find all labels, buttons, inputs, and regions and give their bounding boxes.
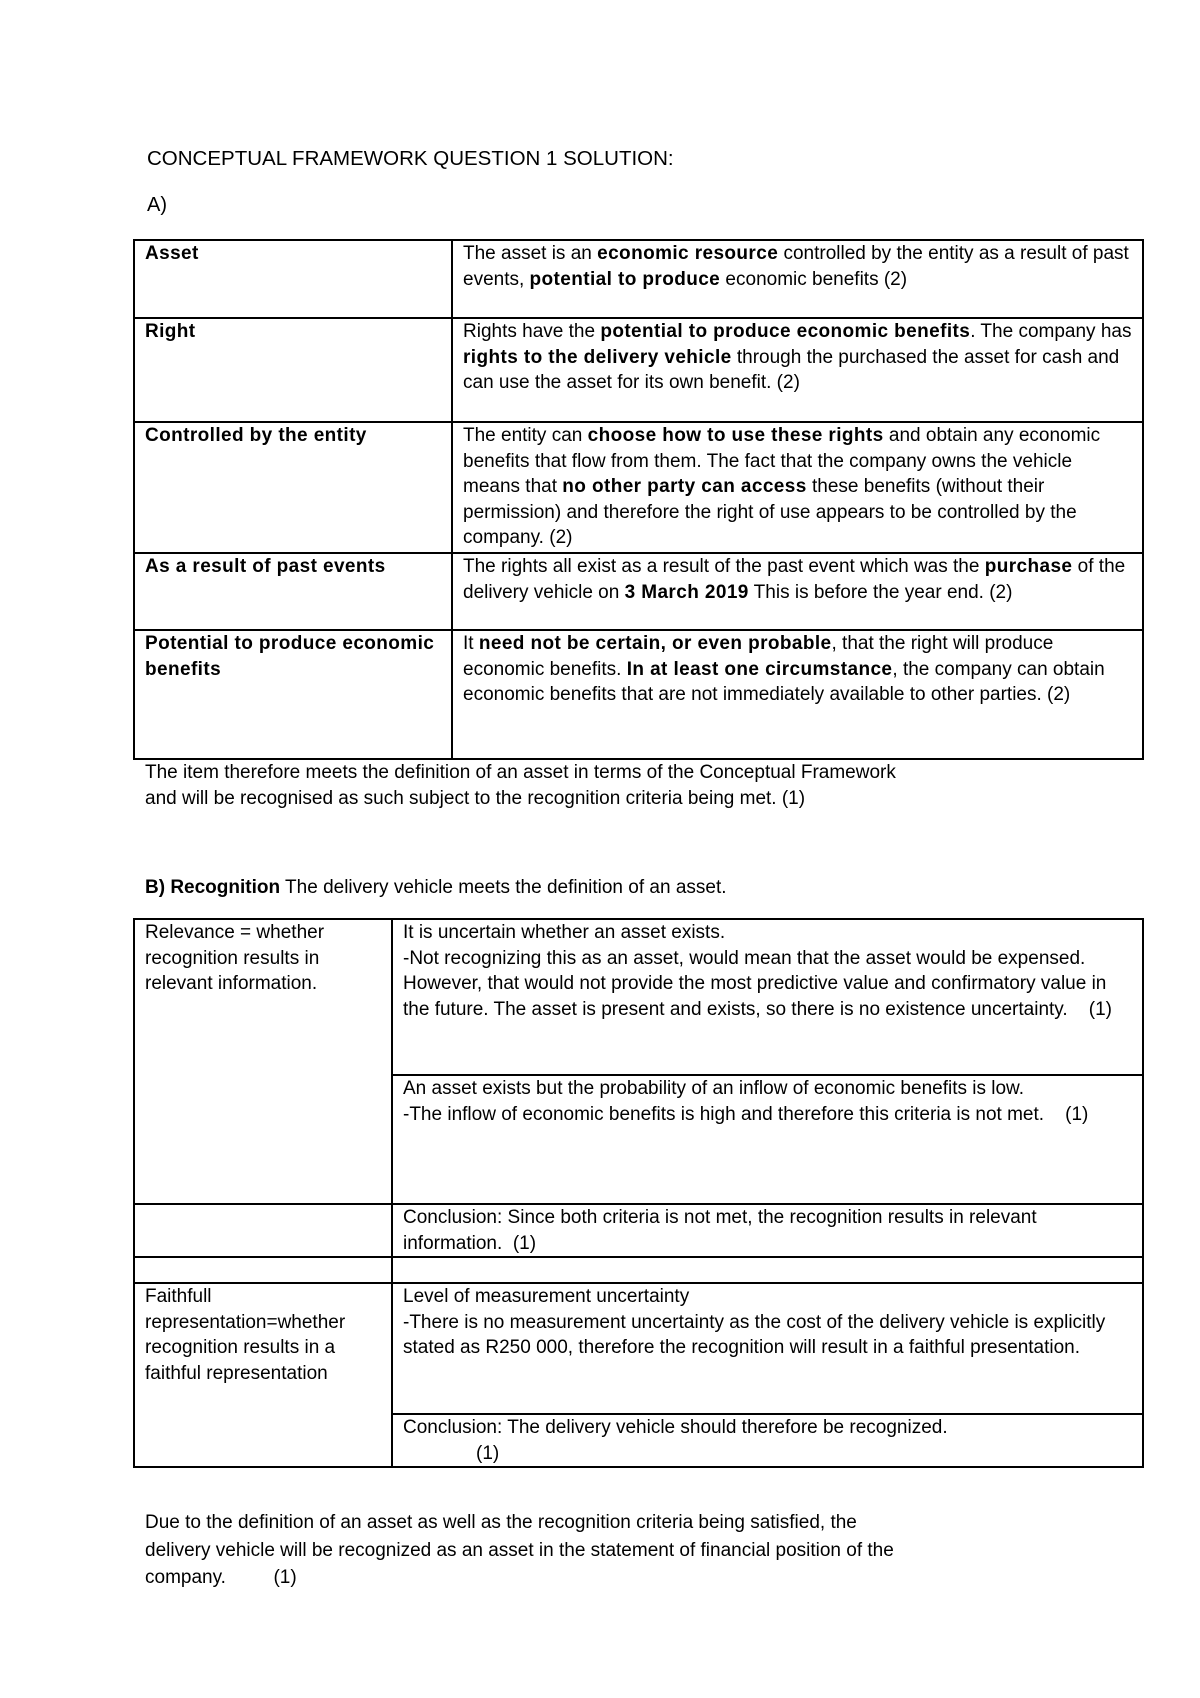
measurement-uncertainty-cell: Level of measurement uncertainty -There is no measurement uncertainty as the cost of the delivery vehicle is explicitly stated as R250 000, therefore the recognition will result in a faithful presentation.	[392, 1283, 1143, 1414]
conclusion-line: and will be recognised as such subject to the recognition criteria being met. (1)	[145, 787, 806, 809]
relevance-label-cell: Relevance = whether recognition results in relevant information.	[134, 919, 392, 1204]
term-cell: Controlled by the entity	[134, 422, 452, 553]
part-a-conclusion	[145, 760, 896, 811]
part-a-label: A)	[147, 194, 167, 216]
final-conclusion	[145, 1509, 894, 1592]
table-row	[134, 318, 1143, 422]
table-row	[134, 553, 1143, 630]
page-title: CONCEPTUAL FRAMEWORK QUESTION 1 SOLUTION:	[147, 147, 674, 170]
relevance-existence-cell: It is uncertain whether an asset exists. -Not recognizing this as an asset, would mean that the asset would be expensed. However, that would not provide the most predictive value and confirmatory value in the future. The asset is present and exists, so there is no existence uncertainty. (1)	[392, 919, 1143, 1075]
faithful-conclusion-cell: Conclusion: The delivery vehicle should therefore be recognized. (1)	[392, 1414, 1143, 1467]
conclusion-line: The item therefore meets the definition of an asset in terms of the Conceptual Framework	[145, 762, 896, 783]
empty-cell	[392, 1257, 1143, 1283]
table-row	[134, 1204, 1143, 1257]
empty-cell	[134, 1257, 392, 1283]
term-cell: Right	[134, 318, 452, 422]
asset-definition-table	[133, 239, 1144, 760]
table-row	[134, 240, 1143, 318]
table-row	[134, 919, 1143, 1075]
final-line: delivery vehicle will be recognized as an asset in the statement of financial position of the	[145, 1539, 894, 1561]
table-row	[134, 1257, 1143, 1283]
explanation-cell: The rights all exist as a result of the past event which was the purchase of the delivery vehicle on 3 March 2019 This is before the year end. (2)	[452, 553, 1143, 630]
explanation-cell: Rights have the potential to produce economic benefits. The company has rights to the delivery vehicle through the purchased the asset for cash and can use the asset for its own benefit. (2)	[452, 318, 1143, 422]
table-row	[134, 422, 1143, 553]
explanation-cell: The entity can choose how to use these rights and obtain any economic benefits that flow from them. The fact that the company owns the vehicle means that no other party can access these benefits (without their permission) and therefore the right of use appears to be controlled by the company. (2)	[452, 422, 1143, 553]
faithful-label-cell: Faithfull representation=whether recognition results in a faithful representation	[134, 1283, 392, 1467]
part-b-heading: B) Recognition The delivery vehicle meets the definition of an asset.	[145, 877, 727, 898]
final-line: Due to the definition of an asset as well as the recognition criteria being satisfied, the	[145, 1512, 857, 1533]
table-row	[134, 1283, 1143, 1414]
relevance-conclusion-cell: Conclusion: Since both criteria is not met, the recognition results in relevant information. (1)	[392, 1204, 1143, 1257]
final-line: company. (1)	[145, 1567, 297, 1588]
relevance-probability-cell: An asset exists but the probability of an inflow of economic benefits is low. -The inflow of economic benefits is high and therefore this criteria is not met. (1)	[392, 1075, 1143, 1204]
term-cell: As a result of past events	[134, 553, 452, 630]
explanation-cell: The asset is an economic resource controlled by the entity as a result of past events, potential to produce economic benefits (2)	[452, 240, 1143, 318]
empty-cell	[134, 1204, 392, 1257]
table-row	[134, 630, 1143, 759]
term-cell: Asset	[134, 240, 452, 318]
term-cell: Potential to produce economic benefits	[134, 630, 452, 759]
explanation-cell: It need not be certain, or even probable, that the right will produce economic benefits. In at least one circumstance, the company can obtain economic benefits that are not immediately available to other parties. (2)	[452, 630, 1143, 759]
recognition-table	[133, 918, 1144, 1468]
